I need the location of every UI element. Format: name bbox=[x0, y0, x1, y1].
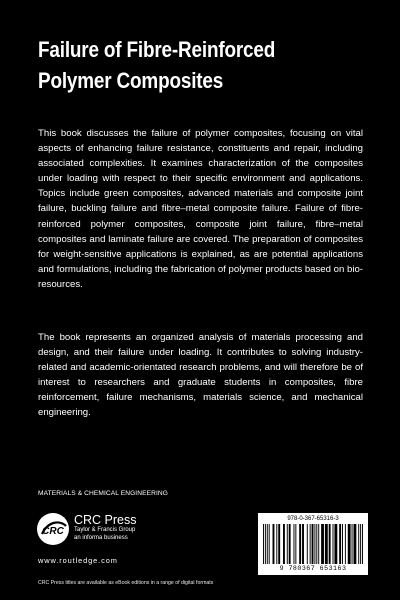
crc-logo-text: CRC bbox=[42, 526, 64, 537]
barcode-digits: 9 780367 653163 bbox=[279, 565, 347, 572]
barcode-bar bbox=[362, 524, 363, 564]
isbn-number: 978-0-367-65316-3 bbox=[287, 516, 339, 522]
barcode-bar bbox=[267, 524, 268, 564]
barcode-bar bbox=[283, 524, 285, 564]
barcode-bar bbox=[276, 524, 277, 564]
barcode-bar bbox=[325, 524, 328, 564]
publisher-website: www.routledge.com bbox=[38, 556, 118, 565]
barcode-bar bbox=[360, 524, 361, 564]
publisher-block bbox=[74, 514, 137, 542]
barcode-bar bbox=[269, 524, 270, 564]
barcode-bar bbox=[302, 524, 304, 564]
barcode-bar bbox=[295, 524, 296, 564]
barcode-bar bbox=[358, 524, 359, 564]
barcode-bar bbox=[289, 524, 291, 564]
barcode-bar bbox=[353, 524, 356, 564]
barcode-bar bbox=[312, 524, 314, 564]
barcode-bar bbox=[334, 524, 337, 564]
crc-press-logo-icon bbox=[36, 512, 70, 546]
barcode-bars-icon bbox=[263, 524, 363, 564]
barcode-bar bbox=[318, 524, 319, 564]
barcode-bar bbox=[265, 524, 266, 564]
barcode-bar bbox=[339, 524, 341, 564]
publisher-tagline: an informa business bbox=[74, 534, 128, 541]
book-title-line-2: Polymer Composites bbox=[38, 68, 224, 93]
book-title bbox=[38, 34, 322, 96]
barcode-bar bbox=[299, 524, 301, 564]
barcode-bar bbox=[345, 524, 346, 564]
barcode-bar bbox=[293, 524, 294, 564]
series-label: MATERIALS & CHEMICAL ENGINEERING bbox=[38, 490, 168, 497]
barcode-bar bbox=[333, 524, 334, 564]
publisher-group: Taylor & Francis Group bbox=[74, 527, 136, 533]
barcode-bar bbox=[287, 524, 288, 564]
barcode-bar bbox=[307, 524, 308, 564]
barcode-bar bbox=[273, 524, 275, 564]
barcode-bar bbox=[278, 524, 280, 564]
barcode-bar bbox=[348, 524, 351, 564]
barcode-bar bbox=[310, 524, 311, 564]
barcode-bar bbox=[321, 524, 324, 564]
isbn-barcode bbox=[258, 513, 368, 575]
barcode-bar bbox=[314, 524, 315, 564]
barcode-bar bbox=[352, 524, 353, 564]
barcode-bar bbox=[342, 524, 343, 564]
publisher-name: CRC Press bbox=[74, 513, 137, 527]
ebook-note: CRC Press titles are available as eBook editions in a range of digital formats bbox=[38, 580, 214, 586]
description-paragraph-1: This book discusses the failure of polymer composites, focusing on vital aspects of enhancing failure resistance, constituents and repair, including associated complexities. It examines characterization of the composites under loading with respect to their specific environment and applications. Topics include green composites, advanced materials and composite joint failure, buckling failure and fibre–metal composite failure. Failure of fibre-reinforced polymer composites, composite joint failure, fibre–metal composites and laminate failure are covered. The preparation of composites for weight-sensitive applications is explained, as are potential applications and formulations, including the fabrication of polymer products based on bio-resources. bbox=[38, 128, 363, 290]
description-paragraph-2: The book represents an organized analysis of materials processing and design, and their failure under loading. It contributes to solving industry-related and academic-orientated research problems, and will therefore be of interest to researchers and graduate students in composites, fibre reinforcement, failure mechanisms, materials science, and mechanical engineering. bbox=[38, 332, 363, 419]
barcode-bar bbox=[263, 524, 264, 564]
barcode-bar bbox=[329, 524, 331, 564]
book-title-line-1: Failure of Fibre-Reinforced bbox=[38, 37, 276, 62]
barcode-bar bbox=[316, 524, 317, 564]
